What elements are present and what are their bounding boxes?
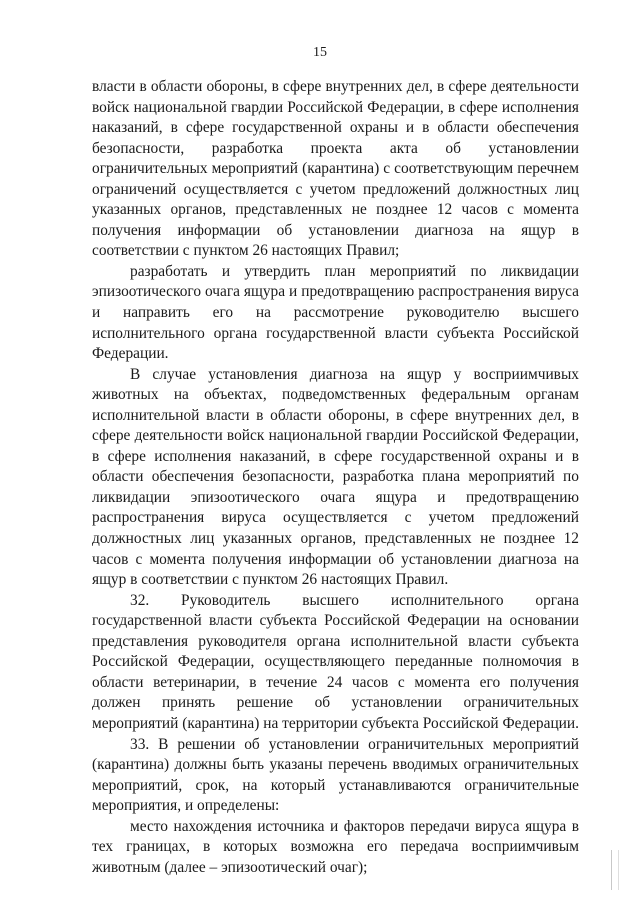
paragraph-federal-objects: В случае установления диагноза на ящур у восприимчивых животных на объектах, подведомственных федеральным органам исполнительной власти в области обороны, в сфере внутренних дел, в сфере деятельности войск национальной гвардии Российской Федерации, в сфере исполнения наказаний, в сфере государственной охраны и в области обеспечения безопасности, разработка плана мероприятий по ликвидации эпизоотического очага ящура и предотвращению распространения вируса осуществляется с учетом предложений должностных лиц указанных органов, представленных не позднее 12 часов с момента получения информации об установлении диагноза на ящур в соответствии с пунктом 26 настоящих Правил.	[92, 365, 579, 589]
scan-artifact-line	[611, 850, 612, 890]
paragraph-33: 33. В решении об установлении ограничительных мероприятий (карантина) должны быть указаны перечень вводимых ограничительных мероприятий, срок, на который устанавливаются ограничительные мероприятия, и определены:	[92, 735, 579, 815]
paragraph-32: 32. Руководитель высшего исполнительного органа государственной власти субъекта Российской Федерации на основании представления руководителя органа исполнительной власти субъекта Российской Федерации, осуществляющего переданные полномочия в области ветеринарии, в течение 24 часов с момента его получения должен принять решение об установлении ограничительных мероприятий (карантина) на территории субъекта Российской Федерации.	[92, 591, 580, 732]
document-body	[92, 77, 579, 878]
scan-artifact-line	[618, 850, 619, 890]
paragraph-epizootic-focus: место нахождения источника и факторов передачи вируса ящура в тех границах, в которых возможна его передача восприимчивым животным (далее – эпизоотический очаг);	[92, 817, 579, 876]
paragraph-continuation: власти в области обороны, в сфере внутренних дел, в сфере деятельности войск национальной гвардии Российской Федерации, в сфере исполнения наказаний, в сфере государственной охраны и в области обеспечения безопасности, разработка проекта акта об установлении ограничительных мероприятий (карантина) с соответствующим перечнем ограничений осуществляется с учетом предложений должностных лиц указанных органов, представленных не позднее 12 часов с момента получения информации об установлении диагноза на ящур в соответствии с пунктом 26 настоящих Правил;	[92, 78, 579, 260]
page-number: 15	[313, 45, 327, 60]
paragraph-develop-plan: разработать и утвердить план мероприятий по ликвидации эпизоотического очага ящура и предотвращению распространения вируса и направить его на рассмотрение руководителю высшего исполнительного органа государственной власти субъекта Российской Федерации.	[92, 262, 579, 363]
